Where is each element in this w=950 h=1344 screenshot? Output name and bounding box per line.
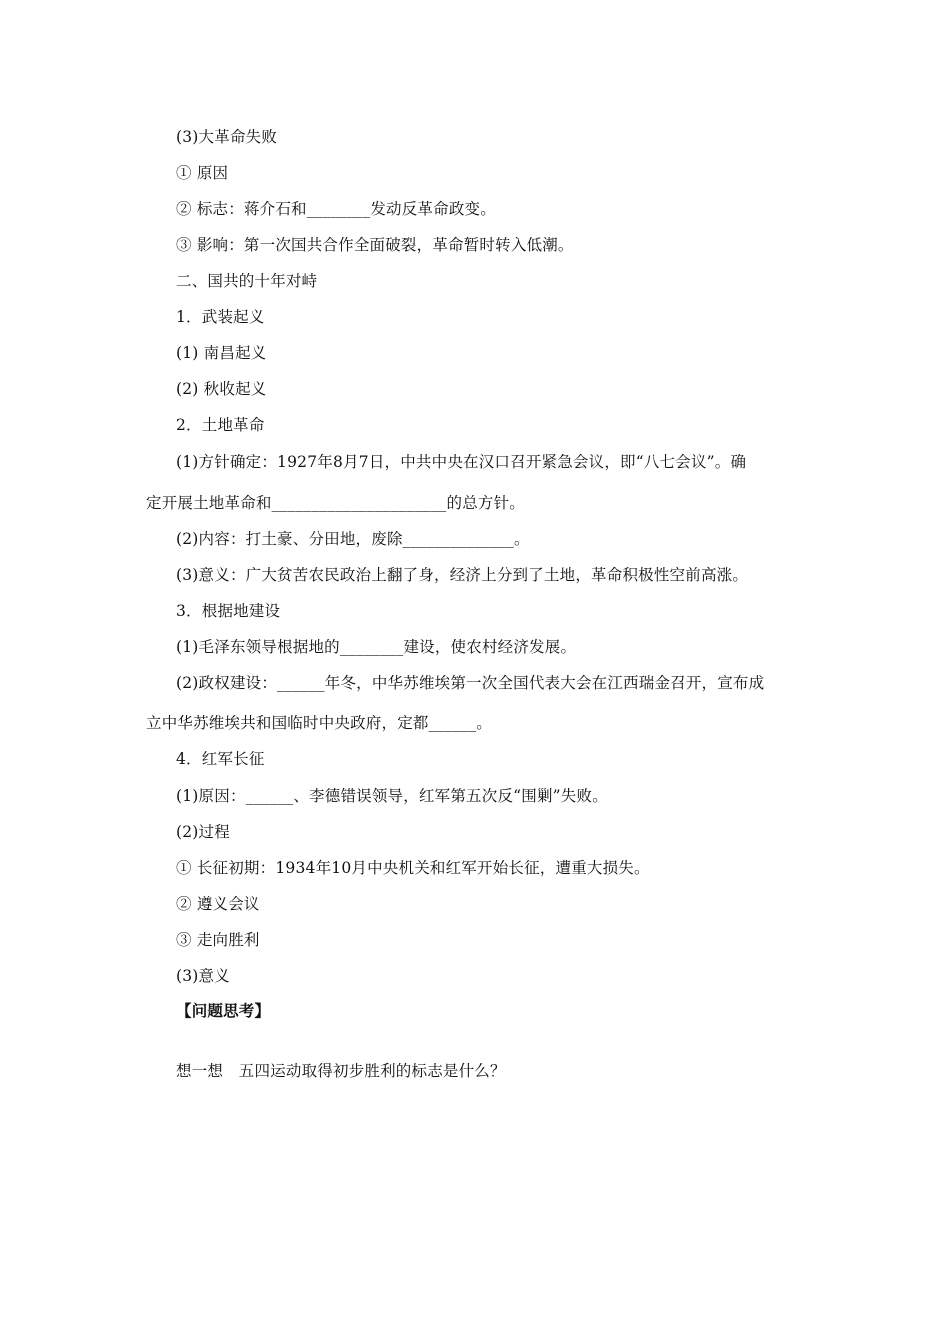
- paragraph-long-march-cause: (1)原因：______、李德错误领导，红军第五次反“围剿”失败。: [176, 787, 608, 805]
- item-sign: ② 标志：蒋介石和________发动反革命政变。: [176, 200, 496, 218]
- heading-base-construction: 3．根据地建设: [176, 602, 281, 620]
- item-early-march: ① 长征初期：1934年10月中央机关和红军开始长征，遭重大损失。: [176, 859, 650, 877]
- item-process: (2)过程: [176, 823, 230, 841]
- subsection-heading-revolution-failure: (3)大革命失败: [176, 128, 278, 146]
- paragraph-significance: (3)意义：广大贫苦农民政治上翻了身，经济上分到了土地，革命积极性空前高涨。: [176, 566, 749, 584]
- paragraph-policy-line1: (1)方针确定：1927年8月7日，中共中央在汉口召开紧急会议，即“八七会议”。确: [176, 453, 747, 471]
- item-autumn-harvest-uprising: (2) 秋收起义: [176, 380, 267, 398]
- paragraph-regime-line2: 立中华苏维埃共和国临时中央政府，定都______。: [146, 714, 493, 732]
- paragraph-mao-base: (1)毛泽东领导根据地的________建设，使农村经济发展。: [176, 638, 577, 656]
- paragraph-content: (2)内容：打土豪、分田地，废除______________。: [176, 530, 530, 548]
- heading-long-march: 4．红军长征: [176, 750, 265, 768]
- question-think: 想一想 五四运动取得初步胜利的标志是什么？: [176, 1062, 506, 1080]
- item-zunyi-meeting: ② 遵义会议: [176, 895, 260, 913]
- item-cause: ① 原因: [176, 164, 229, 182]
- heading-question-thinking: 【问题思考】: [176, 1001, 271, 1020]
- section-heading-ten-year-standoff: 二、国共的十年对峙: [176, 272, 318, 290]
- heading-armed-uprising: 1．武装起义: [176, 308, 265, 326]
- item-nanchang-uprising: (1) 南昌起义: [176, 344, 267, 362]
- paragraph-regime-line1: (2)政权建设：______年冬，中华苏维埃第一次全国代表大会在江西瑞金召开，宣布成: [176, 674, 765, 692]
- item-impact: ③ 影响：第一次国共合作全面破裂，革命暂时转入低潮。: [176, 236, 574, 254]
- item-significance: (3)意义: [176, 967, 230, 985]
- paragraph-policy-line2: 定开展土地革命和______________________的总方针。: [146, 494, 526, 512]
- item-victory: ③ 走向胜利: [176, 931, 260, 949]
- heading-land-revolution: 2．土地革命: [176, 416, 265, 434]
